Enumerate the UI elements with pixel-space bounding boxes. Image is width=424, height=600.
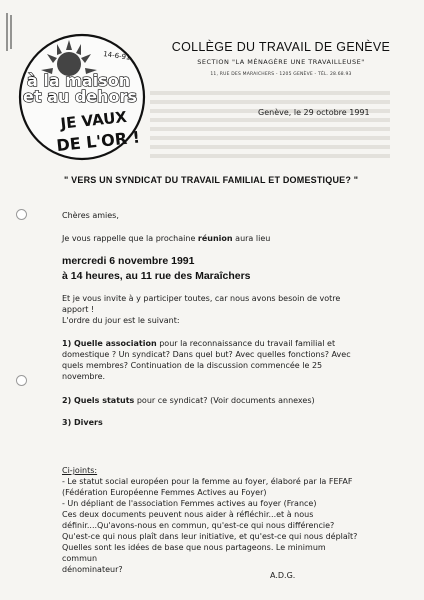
show-through xyxy=(150,86,390,160)
logo-line2: et au dehors xyxy=(23,87,137,106)
pen-mark xyxy=(5,13,14,51)
reminder-before: Je vous rappelle que la prochaine xyxy=(62,234,198,243)
agenda-label: 1) Quelle association xyxy=(62,339,157,348)
agenda-item-3 xyxy=(62,417,362,428)
agenda-item-1 xyxy=(62,338,362,382)
agenda-text: domestique ? Un syndicat? Dans quel but? Avec quelles fonctions? Avec xyxy=(62,350,351,359)
agenda-text: pour ce syndicat? (Voir documents annexes) xyxy=(134,396,315,405)
invitation xyxy=(62,293,362,326)
college-name: COLLÈGE DU TRAVAIL DE GENÈVE xyxy=(171,40,391,54)
letterhead xyxy=(150,40,412,77)
agenda-text: novembre. xyxy=(62,372,106,381)
college-address: 11, RUE DES MARAICHERS - 1205 GENÈVE - TÉL. 28.68.93 xyxy=(210,72,352,77)
agenda-label: 2) Quels statuts xyxy=(62,396,135,405)
enclosure-line: Ces deux documents peuvent nous aider à réfléchir...et à nous xyxy=(62,510,314,519)
enclosure-line: - Un dépliant de l'association Femmes actives au foyer (France) xyxy=(62,499,317,508)
meeting-place: à 14 heures, au 11 rue des Maraîchers xyxy=(62,270,251,282)
agenda-label: 3) Divers xyxy=(62,418,103,427)
enclosures-heading: Ci-joints: xyxy=(62,466,98,475)
greeting: Chères amies, xyxy=(62,211,119,220)
logo-emblem xyxy=(17,32,147,162)
reminder-bold: réunion xyxy=(197,234,233,243)
logo-line1: à la maison xyxy=(27,71,131,90)
meeting-date: mercredi 6 novembre 1991 xyxy=(62,255,195,267)
punch-hole-top xyxy=(16,209,27,220)
invite-line: Et je vous invite à y participer toutes, car nous avons besoin de votre xyxy=(62,294,341,303)
signature: A.D.G. xyxy=(270,571,296,580)
reminder-after: aura lieu xyxy=(232,234,271,243)
invite-line: L'ordre du jour est le suivant: xyxy=(62,316,180,325)
logo-slogan2: DE L'OR ! xyxy=(55,127,141,156)
letter-date: Genève, le 29 octobre 1991 xyxy=(258,108,370,117)
enclosure-line: Qu'est-ce qui nous plaît dans leur initiative, et qu'est-ce qui nous déplaît? xyxy=(62,532,358,541)
agenda-text: quels membres? Continuation de la discussion commencée le 25 xyxy=(62,361,323,370)
enclosure-line: définir....Qu'avons-nous en commun, qu'est-ce qui nous différencie? xyxy=(62,521,335,530)
enclosure-line: dénominateur? xyxy=(62,565,123,574)
enclosures xyxy=(62,465,362,575)
agenda-item-2 xyxy=(62,395,362,406)
logo-slogan1: JE VAUX xyxy=(59,107,128,133)
reminder xyxy=(62,233,362,244)
invite-line: apport ! xyxy=(62,305,95,314)
enclosure-line: Quelles sont les idées de base que nous partageons. Le minimum commun xyxy=(62,543,326,563)
enclosure-line: (Fédération Européenne Femmes Actives au Foyer) xyxy=(62,488,267,497)
meeting-details xyxy=(62,254,362,284)
letter-title: " VERS UN SYNDICAT DU TRAVAIL FAMILIAL ET DOMESTIQUE? " xyxy=(64,175,359,185)
punch-hole-bottom xyxy=(16,375,27,386)
logo-date: 14-6-91 xyxy=(102,50,131,62)
section-name: SECTION "LA MÉNAGÈRE UNE TRAVAILLEUSE" xyxy=(197,58,365,66)
enclosure-line: - Le statut social européen pour la femme au foyer, élaboré par la FEFAF xyxy=(62,477,353,486)
agenda-text: pour la reconnaissance du travail familial et xyxy=(156,339,336,348)
